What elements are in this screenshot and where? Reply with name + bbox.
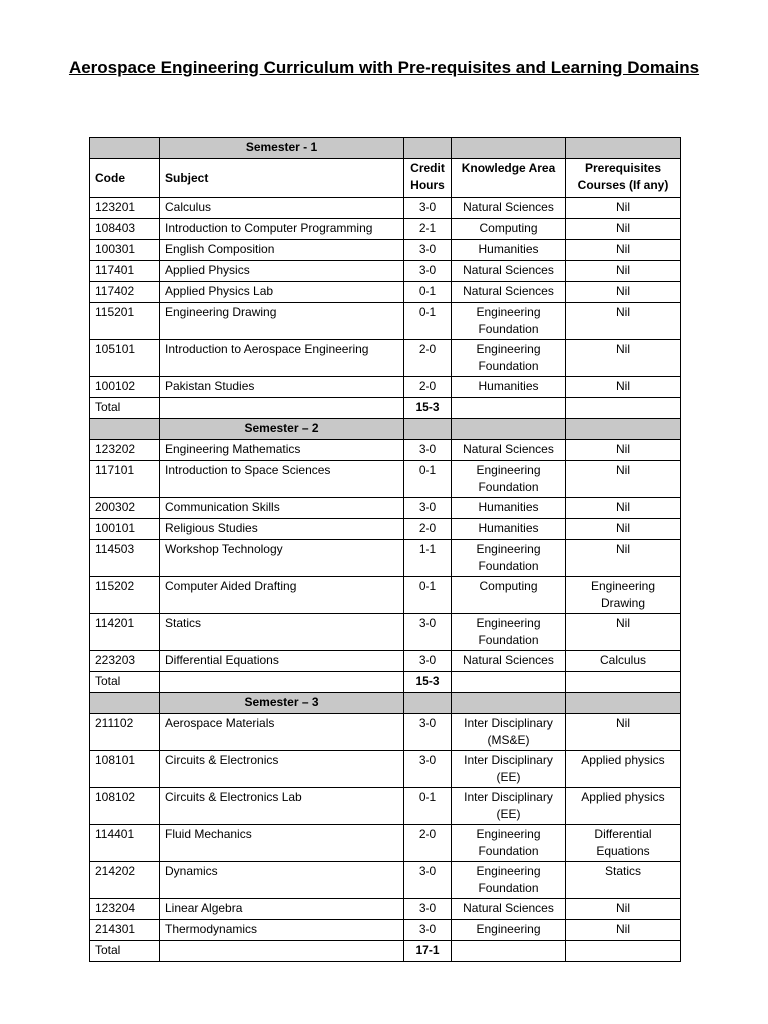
course-prerequisites: Nil (566, 714, 681, 751)
course-subject: Computer Aided Drafting (160, 577, 404, 614)
semester-blank-cell (90, 419, 160, 440)
course-prerequisites: Calculus (566, 651, 681, 672)
header-prerequisites: Prerequisites Courses (If any) (566, 159, 681, 198)
course-knowledge-area: Inter Disciplinary (MS&E) (452, 714, 566, 751)
course-credit-hours: 3-0 (404, 261, 452, 282)
course-subject: Introduction to Computer Programming (160, 219, 404, 240)
semester-blank-cell (452, 419, 566, 440)
total-row (90, 941, 681, 962)
course-subject: Circuits & Electronics (160, 751, 404, 788)
semester-blank-cell (452, 693, 566, 714)
course-subject: Engineering Mathematics (160, 440, 404, 461)
course-credit-hours: 3-0 (404, 498, 452, 519)
course-subject: Applied Physics Lab (160, 282, 404, 303)
total-blank-cell (160, 398, 404, 419)
table-row (90, 519, 681, 540)
course-prerequisites: Nil (566, 377, 681, 398)
course-prerequisites: Differential Equations (566, 825, 681, 862)
course-credit-hours: 3-0 (404, 651, 452, 672)
total-blank-cell (452, 941, 566, 962)
course-prerequisites: Nil (566, 540, 681, 577)
course-knowledge-area: Natural Sciences (452, 198, 566, 219)
table-row (90, 440, 681, 461)
course-credit-hours: 3-0 (404, 862, 452, 899)
course-knowledge-area: Engineering Foundation (452, 862, 566, 899)
course-subject: Differential Equations (160, 651, 404, 672)
course-knowledge-area: Inter Disciplinary (EE) (452, 788, 566, 825)
semester-title: Semester – 3 (160, 693, 404, 714)
semester-header-row (90, 693, 681, 714)
course-prerequisites: Nil (566, 340, 681, 377)
course-code: 100102 (90, 377, 160, 398)
total-blank-cell (452, 672, 566, 693)
course-credit-hours: 0-1 (404, 577, 452, 614)
course-prerequisites: Nil (566, 498, 681, 519)
course-knowledge-area: Humanities (452, 498, 566, 519)
course-credit-hours: 3-0 (404, 899, 452, 920)
course-knowledge-area: Natural Sciences (452, 440, 566, 461)
course-prerequisites: Nil (566, 519, 681, 540)
course-credit-hours: 1-1 (404, 540, 452, 577)
course-credit-hours: 3-0 (404, 614, 452, 651)
course-knowledge-area: Engineering Foundation (452, 303, 566, 340)
course-knowledge-area: Humanities (452, 519, 566, 540)
semester-blank-cell (90, 138, 160, 159)
course-subject: Aerospace Materials (160, 714, 404, 751)
course-code: 100301 (90, 240, 160, 261)
course-credit-hours: 0-1 (404, 461, 452, 498)
course-knowledge-area: Humanities (452, 377, 566, 398)
table-row (90, 540, 681, 577)
course-knowledge-area: Computing (452, 577, 566, 614)
header-subject: Subject (160, 159, 404, 198)
course-code: 117401 (90, 261, 160, 282)
table-row (90, 825, 681, 862)
course-subject: Circuits & Electronics Lab (160, 788, 404, 825)
course-code: 114503 (90, 540, 160, 577)
course-prerequisites: Nil (566, 899, 681, 920)
semester-header-row (90, 419, 681, 440)
table-row (90, 899, 681, 920)
semester-blank-cell (90, 693, 160, 714)
course-credit-hours: 3-0 (404, 240, 452, 261)
course-credit-hours: 2-0 (404, 377, 452, 398)
semester-blank-cell (404, 419, 452, 440)
semester-title: Semester - 1 (160, 138, 404, 159)
course-code: 115201 (90, 303, 160, 340)
table-row (90, 498, 681, 519)
total-blank-cell (566, 941, 681, 962)
semester-blank-cell (452, 138, 566, 159)
course-subject: Workshop Technology (160, 540, 404, 577)
table-row (90, 920, 681, 941)
course-knowledge-area: Natural Sciences (452, 282, 566, 303)
course-prerequisites: Nil (566, 261, 681, 282)
course-subject: Dynamics (160, 862, 404, 899)
course-code: 115202 (90, 577, 160, 614)
total-credit-hours: 15-3 (404, 672, 452, 693)
course-knowledge-area: Engineering Foundation (452, 461, 566, 498)
course-prerequisites: Applied physics (566, 788, 681, 825)
course-subject: Linear Algebra (160, 899, 404, 920)
course-credit-hours: 0-1 (404, 303, 452, 340)
course-subject: Communication Skills (160, 498, 404, 519)
semester-blank-cell (566, 693, 681, 714)
course-code: 214301 (90, 920, 160, 941)
header-code: Code (90, 159, 160, 198)
table-row (90, 714, 681, 751)
document-title: Aerospace Engineering Curriculum with Pre-requisites and Learning Domains (68, 58, 700, 77)
course-prerequisites: Nil (566, 461, 681, 498)
course-knowledge-area: Natural Sciences (452, 261, 566, 282)
total-row (90, 672, 681, 693)
course-subject: Engineering Drawing (160, 303, 404, 340)
course-prerequisites: Nil (566, 240, 681, 261)
course-subject: Fluid Mechanics (160, 825, 404, 862)
total-row (90, 398, 681, 419)
course-code: 200302 (90, 498, 160, 519)
course-credit-hours: 0-1 (404, 788, 452, 825)
total-blank-cell (566, 672, 681, 693)
course-code: 108102 (90, 788, 160, 825)
course-knowledge-area: Engineering (452, 920, 566, 941)
course-code: 108101 (90, 751, 160, 788)
total-blank-cell (160, 672, 404, 693)
course-knowledge-area: Humanities (452, 240, 566, 261)
curriculum-table-body (90, 138, 681, 962)
course-code: 117402 (90, 282, 160, 303)
total-credit-hours: 17-1 (404, 941, 452, 962)
course-code: 223203 (90, 651, 160, 672)
header-knowledge-area: Knowledge Area (452, 159, 566, 198)
total-blank-cell (566, 398, 681, 419)
table-row (90, 651, 681, 672)
course-prerequisites: Nil (566, 440, 681, 461)
course-subject: Calculus (160, 198, 404, 219)
total-label: Total (90, 672, 160, 693)
course-credit-hours: 2-1 (404, 219, 452, 240)
course-code: 105101 (90, 340, 160, 377)
table-row (90, 577, 681, 614)
course-knowledge-area: Engineering Foundation (452, 340, 566, 377)
course-code: 123204 (90, 899, 160, 920)
table-row (90, 377, 681, 398)
course-knowledge-area: Engineering Foundation (452, 540, 566, 577)
table-row (90, 261, 681, 282)
course-credit-hours: 2-0 (404, 519, 452, 540)
course-knowledge-area: Engineering Foundation (452, 614, 566, 651)
course-credit-hours: 3-0 (404, 714, 452, 751)
course-subject: English Composition (160, 240, 404, 261)
course-code: 214202 (90, 862, 160, 899)
course-prerequisites: Nil (566, 303, 681, 340)
header-credit-hours: Credit Hours (404, 159, 452, 198)
table-row (90, 198, 681, 219)
semester-header-row (90, 138, 681, 159)
course-knowledge-area: Natural Sciences (452, 899, 566, 920)
course-knowledge-area: Engineering Foundation (452, 825, 566, 862)
course-code: 100101 (90, 519, 160, 540)
course-subject: Introduction to Space Sciences (160, 461, 404, 498)
table-row (90, 240, 681, 261)
course-code: 123202 (90, 440, 160, 461)
total-blank-cell (452, 398, 566, 419)
table-row (90, 340, 681, 377)
course-subject: Thermodynamics (160, 920, 404, 941)
course-subject: Introduction to Aerospace Engineering (160, 340, 404, 377)
semester-title: Semester – 2 (160, 419, 404, 440)
course-knowledge-area: Inter Disciplinary (EE) (452, 751, 566, 788)
course-code: 117101 (90, 461, 160, 498)
course-subject: Applied Physics (160, 261, 404, 282)
course-prerequisites: Nil (566, 282, 681, 303)
table-row (90, 751, 681, 788)
course-subject: Religious Studies (160, 519, 404, 540)
table-row (90, 282, 681, 303)
course-prerequisites: Nil (566, 920, 681, 941)
semester-blank-cell (566, 419, 681, 440)
course-prerequisites: Applied physics (566, 751, 681, 788)
course-credit-hours: 3-0 (404, 920, 452, 941)
semester-blank-cell (566, 138, 681, 159)
course-code: 123201 (90, 198, 160, 219)
semester-blank-cell (404, 138, 452, 159)
course-prerequisites: Nil (566, 614, 681, 651)
semester-blank-cell (404, 693, 452, 714)
total-label: Total (90, 398, 160, 419)
table-row (90, 219, 681, 240)
table-row (90, 788, 681, 825)
course-credit-hours: 3-0 (404, 198, 452, 219)
course-code: 108403 (90, 219, 160, 240)
course-prerequisites: Engineering Drawing (566, 577, 681, 614)
table-row (90, 461, 681, 498)
course-code: 211102 (90, 714, 160, 751)
course-knowledge-area: Computing (452, 219, 566, 240)
course-credit-hours: 3-0 (404, 751, 452, 788)
course-prerequisites: Nil (566, 198, 681, 219)
course-prerequisites: Nil (566, 219, 681, 240)
curriculum-table (89, 137, 681, 962)
course-code: 114201 (90, 614, 160, 651)
course-subject: Statics (160, 614, 404, 651)
total-label: Total (90, 941, 160, 962)
course-knowledge-area: Natural Sciences (452, 651, 566, 672)
total-blank-cell (160, 941, 404, 962)
course-subject: Pakistan Studies (160, 377, 404, 398)
table-row (90, 303, 681, 340)
course-credit-hours: 2-0 (404, 340, 452, 377)
course-prerequisites: Statics (566, 862, 681, 899)
course-credit-hours: 3-0 (404, 440, 452, 461)
column-header-row (90, 159, 681, 198)
total-credit-hours: 15-3 (404, 398, 452, 419)
course-credit-hours: 0-1 (404, 282, 452, 303)
table-row (90, 614, 681, 651)
course-credit-hours: 2-0 (404, 825, 452, 862)
course-code: 114401 (90, 825, 160, 862)
table-row (90, 862, 681, 899)
